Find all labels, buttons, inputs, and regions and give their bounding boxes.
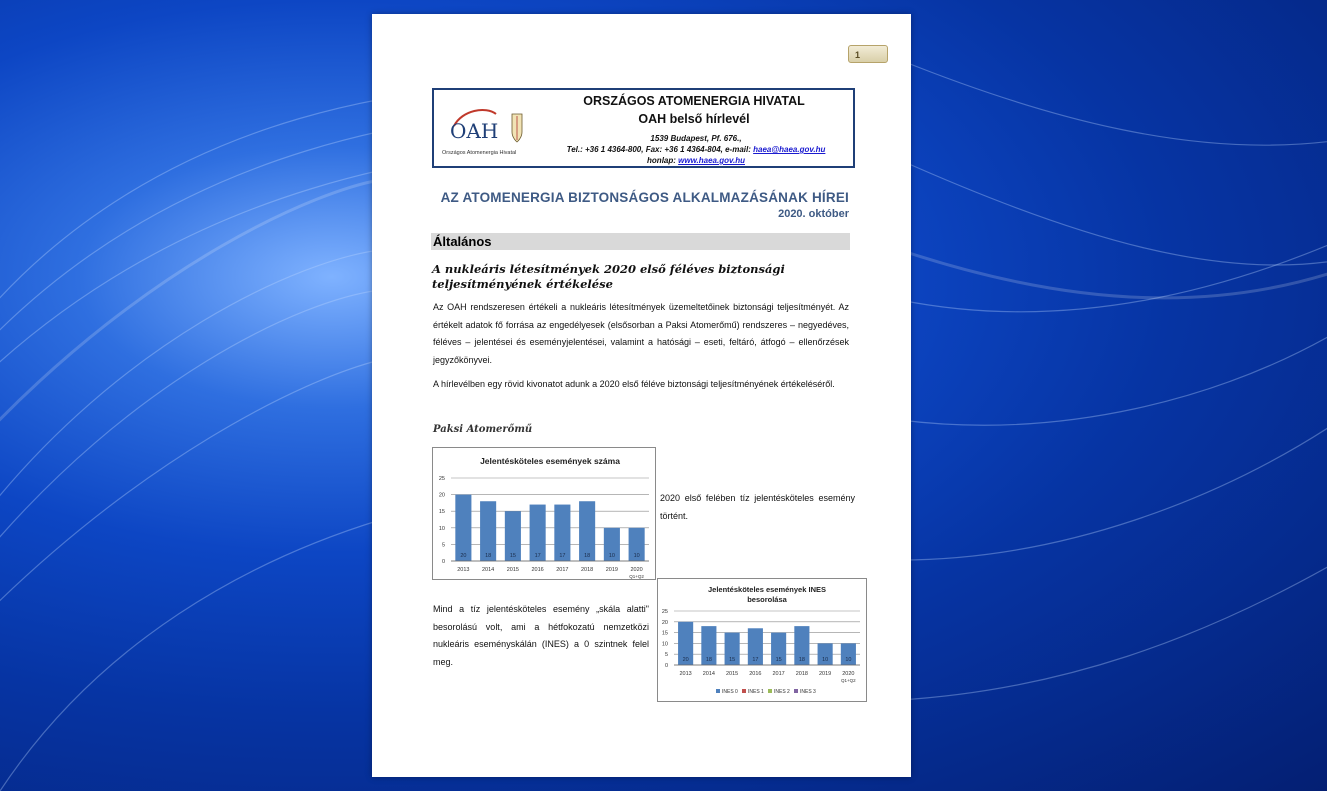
legend-swatch [794,689,798,693]
bar [455,495,471,561]
y-tick-label: 10 [661,641,668,648]
legend-label: INES 1 [748,689,764,695]
paragraph-1: Az OAH rendszeresen értékeli a nukleáris létesítmények üzemeltetőinek biztonsági teljesítményét. Az értékelt adatok fő forrása az engedélyesek (elsősorban a Paksi Atomerőmű) rendszeres – negyedéves, féléves – jelentései és eseményjelentései, valamint a hatósági – eseti, feltáró, átfogó – ellenőrzések jegyzőkönyvei. [433,302,849,365]
x-tick-label: 2018 [795,671,808,677]
org-name: ORSZÁGOS ATOMENERGIA HIVATAL [583,94,805,108]
email-link[interactable]: haea@haea.gov.hu [753,145,826,154]
section-heading: Általános [433,234,492,249]
oah-logo-icon [440,104,532,156]
x-tick-label: 2013 [679,671,692,677]
x-tick-sublabel: Q1+Q2 [841,678,856,683]
newsletter-header [432,88,855,168]
data-label: 20 [682,657,689,663]
y-tick-label: 10 [438,525,445,532]
x-tick-label: 2014 [702,671,715,677]
logo-caption: Országos Atomenergia Hivatal [442,150,517,156]
newsletter-date: 2020. október [778,208,849,220]
data-label: 18 [485,553,492,559]
data-label: 10 [608,553,615,559]
y-tick-label: 25 [661,609,668,615]
side-text-2: Mind a tíz jelentésköteles esemény „skála alatti" besorolású volt, ami a hétfokozatú nemzetközi nukleáris eseményskálán (INES) a 0 szintnek felel meg. [433,604,649,667]
x-tick-label: 2018 [581,567,594,573]
chart-ines-classification [657,578,867,702]
y-tick-label: 15 [438,509,445,516]
data-label: 10 [633,553,640,559]
chart-title: Jelentésköteles események INES [708,585,826,594]
phone-fax: Tel.: +36 1 4364-800, Fax: +36 1 4364-804, e-mail: [566,145,754,154]
y-tick-label: 15 [661,630,668,637]
x-tick-label: 2016 [531,567,544,573]
data-label: 17 [752,657,759,663]
address: 1539 Budapest, Pf. 676., [650,134,742,143]
data-label: 18 [705,657,712,663]
x-tick-sublabel: Q1+Q2 [629,574,644,579]
x-tick-label: 2015 [726,671,739,677]
document-page [372,14,911,777]
chart-events-count-svg [433,448,655,579]
data-label: 17 [559,553,566,559]
x-tick-label: 2019 [819,671,832,677]
data-label: 15 [729,657,736,663]
chart-events-count [432,447,656,580]
chart-title: besorolása [747,595,787,604]
y-tick-label: 5 [441,542,445,549]
data-label: 18 [584,553,591,559]
legend-swatch [768,689,772,693]
x-tick-label: 2015 [506,567,519,573]
newsletter-name: OAH belső hírlevél [638,112,750,126]
x-tick-label: 2014 [482,567,495,573]
homepage-line [540,156,852,165]
x-tick-label: 2017 [556,567,569,573]
logo-text: OAH [450,119,499,143]
x-tick-label: 2017 [772,671,785,677]
contact-line [540,145,852,154]
newsletter-title: AZ ATOMENERGIA BIZTONSÁGOS ALKALMAZÁSÁNAK HÍREI [440,190,849,205]
y-tick-label: 25 [438,476,445,482]
data-label: 20 [460,553,467,559]
chart-ines-classification-svg [658,579,866,701]
legend-label: INES 0 [722,689,738,695]
page-number-badge: 1 [848,45,888,63]
data-label: 18 [798,657,805,663]
paragraph-2: A hírlevélben egy rövid kivonatot adunk a 2020 első féléve biztonsági teljesítményének értékeléséről. [433,379,835,389]
section-heading-bar [431,233,850,250]
data-label: 17 [534,553,541,559]
legend-swatch [716,689,720,693]
x-tick-label: 2019 [605,567,618,573]
data-label: 10 [822,657,829,663]
x-tick-label: 2020 [630,567,643,573]
homepage-link[interactable]: www.haea.gov.hu [678,156,745,165]
y-tick-label: 0 [441,559,445,565]
article-title: A nukleáris létesítmények 2020 első féléves biztonsági teljesítményének értékelése [432,262,785,291]
y-tick-label: 20 [438,492,445,499]
data-label: 15 [775,657,782,663]
side-text-1: 2020 első felében tíz jelentésköteles esemény történt. [660,493,855,521]
data-label: 15 [509,553,516,559]
chart-title: Jelentésköteles események száma [480,456,620,466]
x-tick-label: 2013 [457,567,470,573]
homepage-label: honlap: [647,156,679,165]
y-tick-label: 20 [661,619,668,626]
x-tick-label: 2016 [749,671,762,677]
legend-label: INES 3 [800,689,816,695]
y-tick-label: 0 [664,663,668,669]
data-label: 10 [845,657,852,663]
x-tick-label: 2020 [842,671,855,677]
legend-swatch [742,689,746,693]
legend-label: INES 2 [774,689,790,695]
subheading-paks: Paksi Atomerőmű [433,424,533,435]
y-tick-label: 5 [664,652,668,659]
